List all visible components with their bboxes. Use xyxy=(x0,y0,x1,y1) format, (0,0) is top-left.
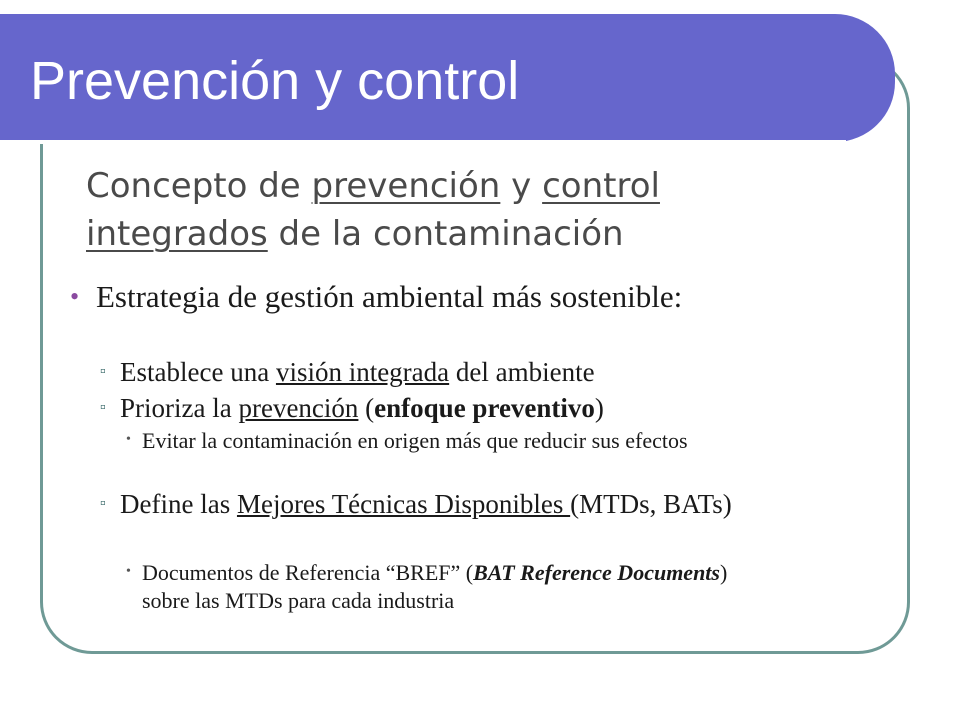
square-bullet-icon: ▫ xyxy=(100,399,106,416)
dot-bullet-icon: • xyxy=(126,564,131,579)
item2-post: ) xyxy=(594,393,604,423)
item2-mid: ( xyxy=(358,393,375,423)
subtitle-part3: de la contaminación xyxy=(267,214,624,254)
item1-post: del ambiente xyxy=(449,357,595,387)
subtitle-part2: y xyxy=(500,166,543,206)
item-mtds xyxy=(120,488,770,520)
item2-bold: enfoque preventivo xyxy=(374,393,595,423)
item3-sub-italic: BAT Reference Documents xyxy=(473,560,720,585)
bullet-main-text: Estrategia de gestión ambiental más sostenible: xyxy=(96,279,683,314)
item2-link: prevención xyxy=(238,393,359,423)
subtitle-integrados: integrados xyxy=(86,214,268,254)
subtitle-control: control xyxy=(542,166,660,206)
item3-sub-pre: Documentos de Referencia “BREF” ( xyxy=(142,560,474,585)
item3-sub-post: ) sobre las MTDs para cada industria xyxy=(142,560,728,613)
square-bullet-icon: ▫ xyxy=(100,363,106,380)
subtitle-part1: Concepto de xyxy=(86,166,312,206)
item3-link: Mejores Técnicas Disponibles xyxy=(236,489,571,519)
item-prevencion-sub: Evitar la contaminación en origen más que reducir sus efectos xyxy=(142,428,688,453)
item1-pre: Establece una xyxy=(120,357,276,387)
item-vision-integrada xyxy=(120,356,780,388)
item-mtds-sub xyxy=(142,559,742,615)
subtitle-prevencion: prevención xyxy=(311,166,501,206)
item1-link: visión integrada xyxy=(275,357,450,387)
item2-pre: Prioriza la xyxy=(120,393,239,423)
square-bullet-icon: ▫ xyxy=(100,495,106,512)
dot-bullet-icon: • xyxy=(126,432,131,447)
item3-post: (MTDs, BATs) xyxy=(570,489,732,519)
item3-pre: Define las xyxy=(120,489,237,519)
item-prevencion xyxy=(120,392,780,424)
slide-title: Prevención y control xyxy=(30,51,520,111)
bullet-main-icon: • xyxy=(70,282,80,311)
